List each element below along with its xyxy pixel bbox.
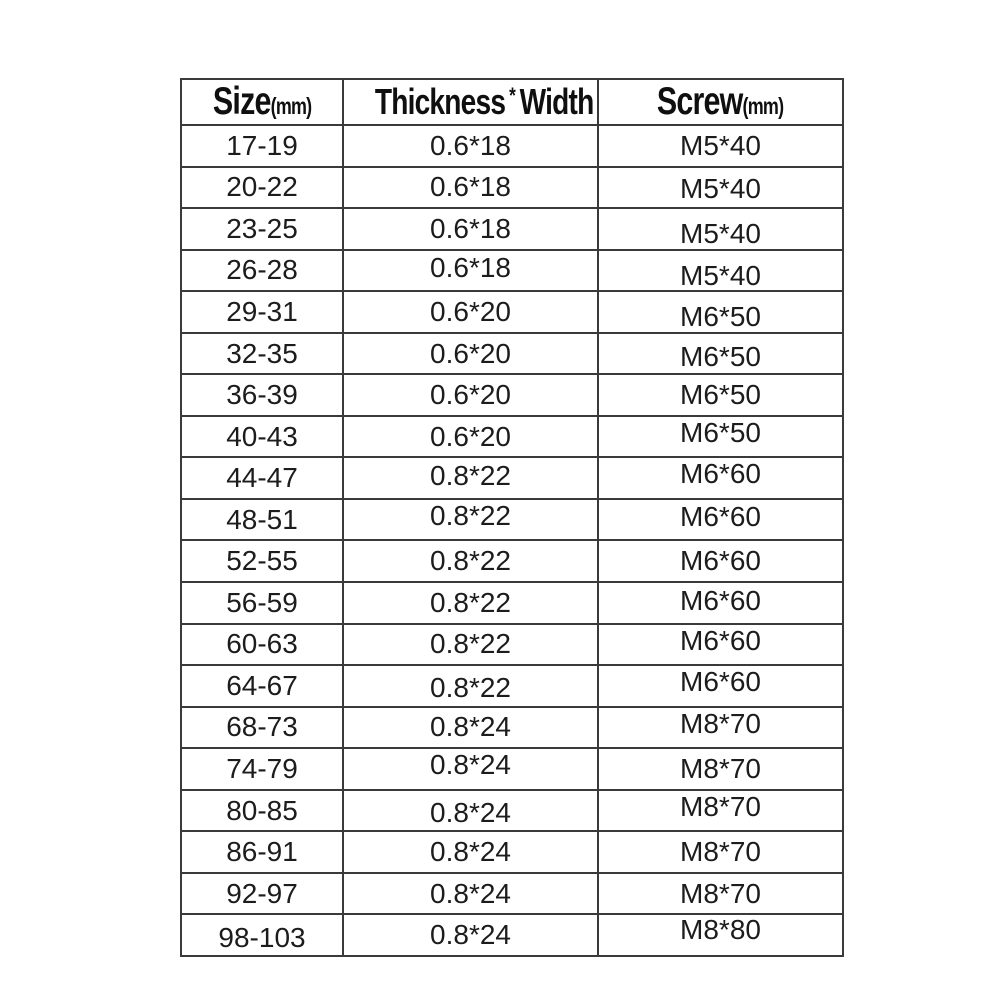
header-size-label: Size [212,80,271,123]
screw-cell [598,499,843,541]
cell-value: 0.8*24 [430,796,511,828]
thickness-width-cell [343,416,598,458]
table-row [181,914,843,956]
table-row [181,416,843,458]
cell-value: 0.8*22 [430,460,511,492]
cell-value: 0.6*18 [430,171,511,203]
cell-value: 0.8*24 [430,748,511,780]
cell-value: M8*70 [680,708,761,740]
screw-cell [598,250,843,292]
thickness-width-cell [343,665,598,707]
screw-cell [598,125,843,167]
cell-value: 0.8*24 [430,877,511,909]
cell-value: 20-22 [226,171,298,203]
cell-value: 0.6*18 [430,212,511,244]
cell-value: 48-51 [226,503,298,535]
size-cell [181,707,343,749]
table-row [181,540,843,582]
cell-value: M5*40 [680,260,761,292]
table-row [181,790,843,832]
size-cell [181,333,343,375]
cell-value: 0.6*20 [430,295,511,327]
asterisk-glyph: * [509,83,516,108]
thickness-width-cell [343,208,598,250]
spec-table-image [180,78,842,957]
screw-cell [598,167,843,209]
thickness-width-cell [343,748,598,790]
cell-value: M8*70 [680,877,761,909]
cell-value: M5*40 [680,173,761,205]
header-size-wrap [213,80,311,124]
cell-value: 0.6*18 [430,252,511,284]
cell-value: 0.6*20 [430,420,511,452]
cell-value: 0.8*24 [430,836,511,868]
cell-value: 0.8*22 [430,671,511,703]
cell-value: M5*40 [680,217,761,249]
table-row [181,374,843,416]
table-row [181,291,843,333]
screw-cell [598,707,843,749]
column-header-screw [598,79,843,125]
thickness-width-cell [343,374,598,416]
cell-value: M6*50 [680,416,761,448]
table-row [181,624,843,666]
size-cell [181,873,343,915]
header-size-unit: (mm) [270,93,312,119]
cell-value: 26-28 [226,254,298,286]
cell-value: M6*50 [680,340,761,372]
table-row [181,250,843,292]
cell-value: 0.6*18 [430,129,511,161]
cell-value: 98-103 [218,922,306,954]
size-cell [181,540,343,582]
table-row [181,582,843,624]
cell-value: 32-35 [226,337,298,369]
cell-value: M6*60 [680,545,761,577]
cell-value: M8*70 [680,752,761,784]
cell-value: 0.8*22 [430,545,511,577]
table-row [181,707,843,749]
header-thickness-label: Thickness [374,81,506,122]
cell-value: 0.8*24 [430,711,511,743]
thickness-width-cell [343,125,598,167]
table-row [181,748,843,790]
thickness-width-cell [343,873,598,915]
header-row [181,79,843,125]
header-screw-unit: (mm) [742,93,784,119]
thickness-width-cell [343,582,598,624]
table-row [181,333,843,375]
screw-cell [598,624,843,666]
cell-value: 0.6*20 [430,379,511,411]
size-cell [181,374,343,416]
screw-cell [598,914,843,956]
thickness-width-cell [343,831,598,873]
cell-value: M6*50 [680,379,761,411]
cell-value: 60-63 [226,628,298,660]
cell-value: M6*60 [680,625,761,657]
thickness-width-cell [343,624,598,666]
size-cell [181,291,343,333]
thickness-width-cell [343,540,598,582]
column-header-thickness-width [343,79,598,125]
thickness-width-cell [343,167,598,209]
screw-cell [598,208,843,250]
size-cell [181,499,343,541]
size-cell [181,790,343,832]
size-cell [181,624,343,666]
cell-value: 29-31 [226,295,298,327]
size-cell [181,416,343,458]
table-row [181,125,843,167]
size-cell [181,665,343,707]
table-row [181,457,843,499]
screw-cell [598,416,843,458]
size-cell [181,167,343,209]
cell-value: M6*50 [680,300,761,332]
screw-cell [598,457,843,499]
cell-value: 64-67 [226,669,298,701]
cell-value: 92-97 [226,877,298,909]
screw-cell [598,582,843,624]
cell-value: 0.8*22 [430,628,511,660]
cell-value: M8*80 [680,914,761,946]
thickness-width-cell [343,499,598,541]
screw-cell [598,333,843,375]
cell-value: 74-79 [226,752,298,784]
header-thickness-wrap [375,81,594,123]
size-cell [181,125,343,167]
cell-value: 86-91 [226,836,298,868]
size-cell [181,748,343,790]
cell-value: 0.6*20 [430,337,511,369]
table-row [181,167,843,209]
cell-value: 80-85 [226,794,298,826]
thickness-width-cell [343,457,598,499]
cell-value: 17-19 [226,129,298,161]
header-screw-label: Screw [657,80,743,123]
thickness-width-cell [343,250,598,292]
thickness-width-cell [343,707,598,749]
size-spec-table [180,78,844,957]
screw-cell [598,873,843,915]
thickness-width-cell [343,291,598,333]
thickness-width-cell [343,914,598,956]
table-row [181,873,843,915]
cell-value: 68-73 [226,711,298,743]
screw-cell [598,291,843,333]
thickness-width-cell [343,333,598,375]
cell-value: 0.8*22 [430,586,511,618]
header-screw-wrap [657,80,783,124]
size-cell [181,457,343,499]
cell-value: M6*60 [680,500,761,532]
cell-value: 40-43 [226,420,298,452]
cell-value: 44-47 [226,462,298,494]
table-row [181,665,843,707]
table-row [181,499,843,541]
cell-value: 0.8*24 [430,919,511,951]
screw-cell [598,540,843,582]
screw-cell [598,831,843,873]
cell-value: M8*70 [680,790,761,822]
cell-value: M6*60 [680,665,761,697]
table-row [181,831,843,873]
screw-cell [598,665,843,707]
cell-value: 23-25 [226,212,298,244]
cell-value: M5*40 [680,129,761,161]
screw-cell [598,790,843,832]
size-cell [181,831,343,873]
size-cell [181,250,343,292]
cell-value: M6*60 [680,458,761,490]
screw-cell [598,374,843,416]
cell-value: M6*60 [680,584,761,616]
cell-value: 52-55 [226,545,298,577]
header-width-label: Width [519,81,594,122]
column-header-size [181,79,343,125]
size-cell [181,582,343,624]
cell-value: 56-59 [226,586,298,618]
cell-value: 0.8*22 [430,499,511,531]
cell-value: M8*70 [680,836,761,868]
table-row [181,208,843,250]
size-cell [181,208,343,250]
cell-value: 36-39 [226,379,298,411]
thickness-width-cell [343,790,598,832]
size-cell [181,914,343,956]
screw-cell [598,748,843,790]
